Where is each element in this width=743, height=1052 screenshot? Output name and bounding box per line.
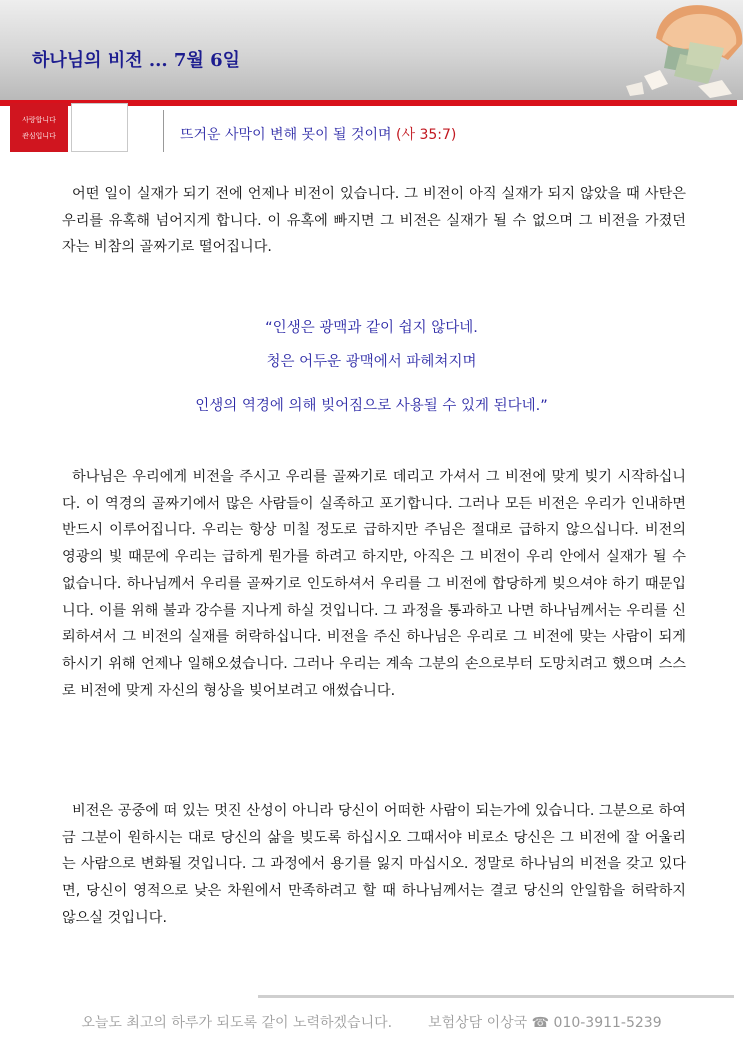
paragraph-1: 어떤 일이 실재가 되기 전에 언제나 비전이 있습니다. 그 비전이 아직 실재가 되지 않았을 때 사탄은 우리를 유혹해 넘어지게 합니다. 이 유혹에 빠지면 그 비전은 실재가 될 수 없으며 그 비전을 가졌던 자는 비참의 골짜기로 떨어집니다. xyxy=(62,186,686,256)
paragraph-3: 비전은 공중에 떠 있는 멋진 산성이 아니라 당신이 어떠한 사람이 되는가에 있습니다. 그분으로 하여금 그분이 원하시는 대로 당신의 삶을 빚도록 하십시오 그때서야 비로소 당신은 그 비전에 잘 어울리는 사람으로 변화될 것입니다. 그 과정에서 용기를 잃지 마십시오. 정말로 하나님의 비전을 갖고 있다면, 당신이 영적으로 낮은 차원에서 만족하려고 할 때 하나님께서는 결코 당신의 안일함을 허락하지 않으실 것입니다. xyxy=(62,803,686,926)
footer-divider xyxy=(258,995,734,998)
love-badge xyxy=(10,103,68,152)
broken-egg-money-image xyxy=(598,0,743,102)
verse-divider xyxy=(163,110,164,152)
blank-box xyxy=(71,103,128,152)
verse-reference: (사 35:7) xyxy=(396,127,457,143)
footer xyxy=(0,1012,743,1032)
footer-contact: 보험상담 이상국 ☎ 010-3911-5239 xyxy=(428,1015,662,1031)
footer-motto: 오늘도 최고의 하루가 되도록 같이 노력하겠습니다. xyxy=(81,1015,393,1031)
paragraph-2: 하나님은 우리에게 비전을 주시고 우리를 골짜기로 데리고 가셔서 그 비전에 맞게 빚기 시작하십니다. 이 역경의 골짜기에서 많은 사람들이 실족하고 포기합니다. 그러나 모든 비전은 우리가 인내하면 반드시 이루어집니다. 우리는 항상 미칠 정도로 급하지만 주님은 절대로 급하지 않으십니다. 비전의 영광의 빛 때문에 우리는 급하게 뭔가를 하려고 하지만, 아직은 그 비전이 우리 안에서 실재가 될 수 없습니다. 하나님께서 우리를 골짜기로 인도하셔서 우리를 그 비전에 합당하게 빚으셔야 하기 때문입니다. 이를 위해 불과 강수를 지나게 하실 것입니다. 그 과정을 통과하고 나면 하나님께서는 우리를 신뢰하셔서 그 비전의 실재를 허락하십니다. 비전을 주신 하나님은 우리로 그 비전에 맞는 사람이 되게 하시기 위해 언제나 일해오셨습니다. 그러나 우리는 계속 그분의 손으로부터 도망치려고 했으며 스스로 비전에 맞게 자신의 형상을 빚어보려고 애썼습니다. xyxy=(62,469,686,699)
badge-line-2: 관심입니다 xyxy=(22,131,56,140)
page-title: 하나님의 비전 ... 7월 6일 xyxy=(32,50,241,71)
quote-line-1: “인생은 광맥과 같이 쉽지 않다네. xyxy=(265,320,478,336)
verse-title xyxy=(180,124,456,144)
quote-line-2: 청은 어두운 광맥에서 파헤쳐지며 xyxy=(266,354,477,370)
badge-line-1: 사랑합니다 xyxy=(22,115,56,124)
verse-text: 뜨거운 사막이 변해 못이 될 것이며 xyxy=(180,127,392,143)
quote-line-3: 인생의 역경에 의해 빚어짐으로 사용될 수 있게 된다네.” xyxy=(195,398,548,414)
